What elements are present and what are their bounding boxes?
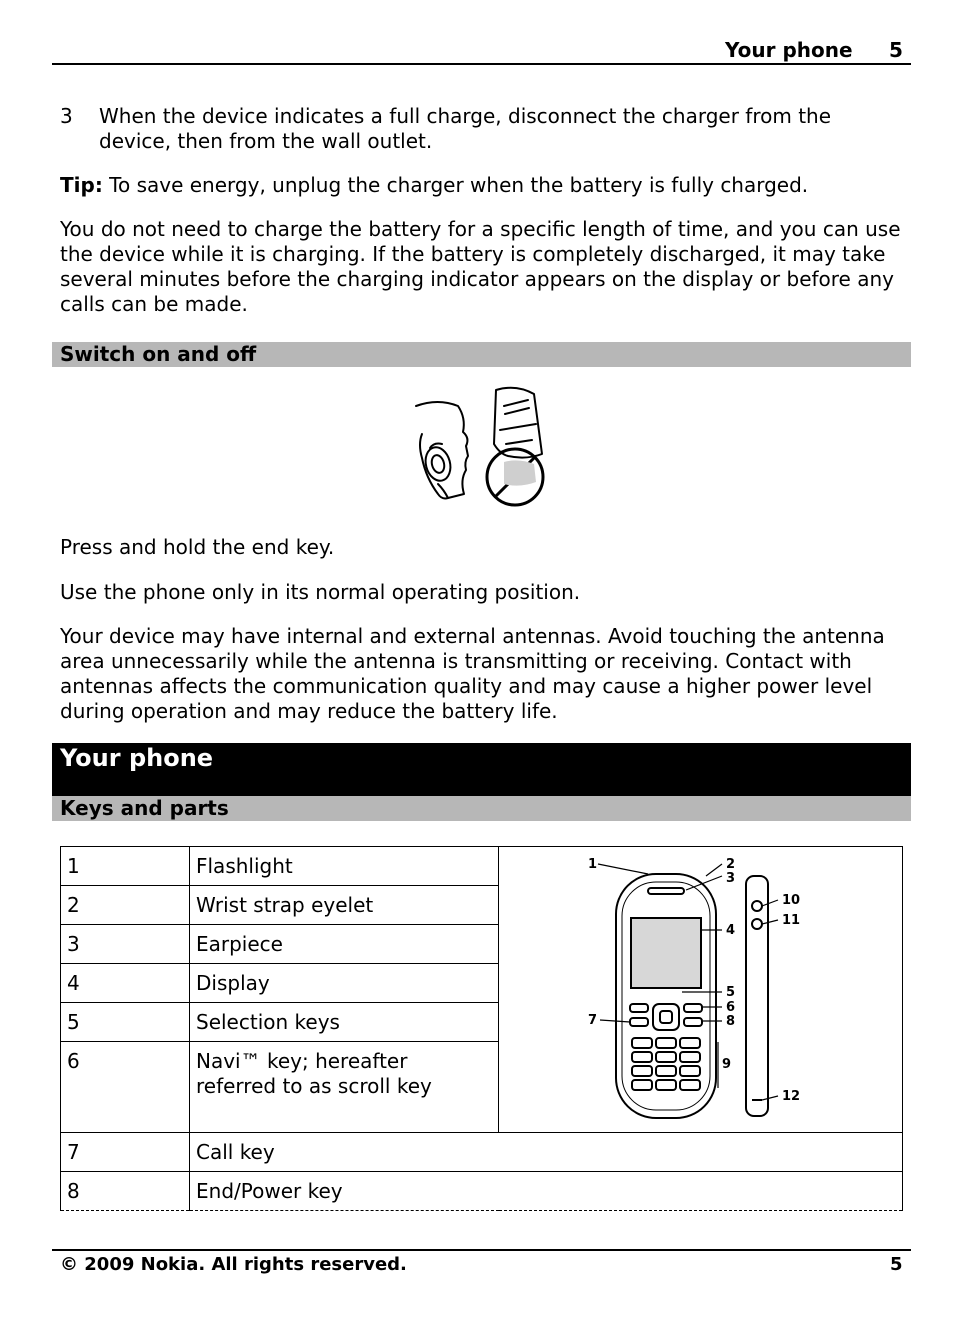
phone-parts-diagram [586, 852, 816, 1122]
table-row [61, 847, 903, 886]
callout-label: 2 [725, 856, 735, 872]
step-text: When the device indicates a full charge, disconnect the charger from the device, then from the wall outlet. [99, 104, 832, 153]
part-label: Earpiece [190, 925, 499, 964]
section-heading-keys-label: Keys and parts [60, 796, 229, 820]
part-label: Flashlight [190, 847, 499, 886]
part-label: Wrist strap eyelet [190, 886, 499, 925]
charging-paragraph: You do not need to charge the battery for a specific length of time, and you can use the device while it is charging. If the battery is completely discharged, it may take several minutes before the charging indicator appears on the display or before any calls can be made. [60, 217, 901, 316]
callout-label: 11 [781, 912, 800, 928]
part-number: 3 [61, 925, 190, 964]
section-heading-keys [52, 796, 911, 821]
callout-label: 1 [587, 856, 597, 872]
part-number: 7 [61, 1133, 190, 1172]
part-number: 5 [61, 1003, 190, 1042]
callout-label: 8 [725, 1013, 735, 1029]
section-heading-switch-label: Switch on and off [60, 342, 257, 366]
part-number: 6 [61, 1042, 190, 1133]
part-number: 2 [61, 886, 190, 925]
chapter-heading [52, 743, 911, 796]
part-number: 4 [61, 964, 190, 1003]
part-number: 1 [61, 847, 190, 886]
section-heading-switch [52, 342, 911, 367]
part-label: Navi™ key; hereafter referred to as scroll key [190, 1042, 499, 1133]
callout-label: 10 [781, 892, 800, 908]
running-header-page-number: 5 [889, 38, 903, 62]
keys-parts-table [60, 846, 903, 1211]
callout-label: 4 [725, 922, 735, 938]
part-number: 8 [61, 1172, 190, 1211]
antenna-paragraph: Your device may have internal and external antennas. Avoid touching the antenna area unnecessarily while the antenna is transmitting or receiving. Contact with antennas affects the communication quality and may cause a higher power level during operation and may reduce the battery life. [60, 624, 885, 723]
callout-label: 7 [587, 1012, 597, 1028]
part-label: Call key [190, 1133, 903, 1172]
callout-label: 6 [725, 999, 735, 1015]
phone-diagram-cell [499, 847, 903, 1133]
instruction-end-key: Press and hold the end key. [60, 535, 335, 559]
operating-position-illustration [408, 384, 553, 512]
callout-label: 5 [725, 984, 735, 1000]
running-header-title: Your phone [725, 38, 853, 62]
table-row [61, 1172, 903, 1211]
step-number: 3 [60, 104, 73, 128]
part-label: End/Power key [190, 1172, 903, 1211]
header-rule [52, 63, 911, 65]
operating-position-text: Use the phone only in its normal operating position. [60, 580, 581, 604]
callout-label: 3 [725, 870, 735, 886]
tip-label: Tip: [60, 173, 103, 197]
callout-label: 9 [721, 1056, 731, 1072]
callout-label: 12 [781, 1088, 800, 1104]
footer-copyright: © 2009 Nokia. All rights reserved. [60, 1254, 407, 1275]
tip-text: To save energy, unplug the charger when the battery is fully charged. [102, 173, 809, 197]
part-label: Display [190, 964, 499, 1003]
table-row [61, 1133, 903, 1172]
chapter-heading-title: Your phone [60, 744, 214, 772]
footer-rule [52, 1249, 911, 1251]
part-label: Selection keys [190, 1003, 499, 1042]
footer-page-number: 5 [890, 1254, 903, 1275]
tip-paragraph [60, 173, 906, 198]
